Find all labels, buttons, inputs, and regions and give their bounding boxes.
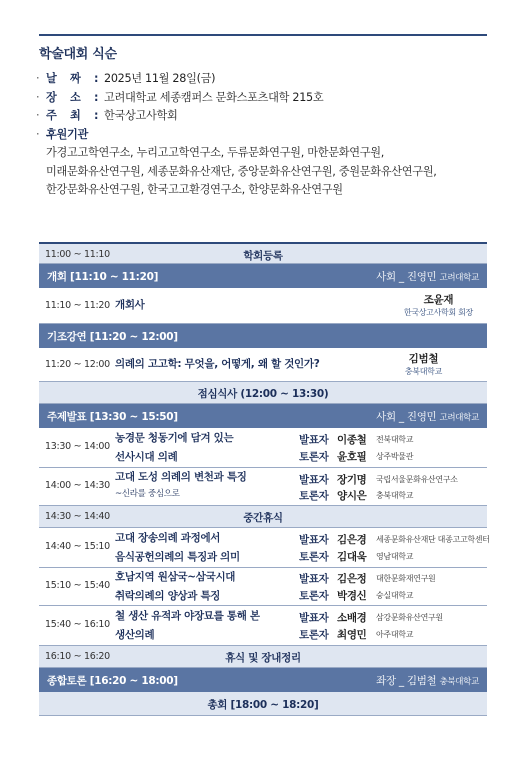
section-opening: 개회 [11:10 ~ 11:20] 사회 _ 진영민 고려대학교	[39, 264, 487, 288]
speaker: 김범철 충북대학교	[404, 353, 442, 376]
sponsor-line: 미래문화유산연구원, 세종문화유산재단, 중앙문화유산연구원, 중원문화유산연구원,	[46, 164, 437, 178]
sponsor-line: 가경고고학연구소, 누리고고학연구소, 두류문화연구원, 마한문화연구원,	[46, 146, 385, 159]
section-discussion: 종합토론 [16:20 ~ 18:00] 좌장 _ 김범철 충북대학교	[39, 668, 487, 692]
row-opening-speech: 11:10 ~ 11:20 개회사 조윤재 한국상고사학회 회장	[39, 288, 487, 324]
row-talk: 14:40 ~ 15:10 고대 장송의례 과정에서 음식공헌의례의 특징과 의미 발표자 김은경 세종문화유산재단 대종고고학센터 토론자 김대욱 영남대학교	[39, 528, 487, 568]
info-date: · 날 짜 : 2025년 11월 28일(금)	[36, 70, 496, 89]
row-break: 14:30 ~ 14:40 중간휴식	[39, 506, 487, 528]
info-host: · 주 최 : 한국상고사학회	[36, 107, 496, 126]
row-break: 16:10 ~ 16:20 휴식 및 장내정리	[39, 646, 487, 668]
row-keynote: 11:20 ~ 12:00 의례의 고고학: 무엇을, 어떻게, 왜 할 것인가? 김범철 충북대학교	[39, 348, 487, 382]
row-talk: 14:00 ~ 14:30 고대 도성 의례의 변천과 특징 ~신라를 중심으로 발표자 장기명 국립서울문화유산연구소 토론자 양시은 충북대학교	[39, 468, 487, 506]
page-title: 학술대회 식순	[39, 47, 117, 62]
row-talk: 13:30 ~ 14:00 농경문 청동기에 담겨 있는 선사시대 의례 발표자 이종철 전북대학교 토론자 윤호필 상주박물관	[39, 428, 487, 468]
host-value: 한국상고사학회	[104, 109, 178, 122]
row-lunch: 점심식사 (12:00 ~ 13:30)	[39, 382, 487, 404]
row-registration: 11:00 ~ 11:10 학회등록	[39, 242, 487, 264]
date-value: 2025년 11월 28일(금)	[104, 72, 216, 85]
event-info	[36, 70, 496, 200]
info-place: · 장 소 : 고려대학교 세종캠퍼스 문화스포츠대학 215호	[36, 89, 496, 108]
section-theme: 주제발표 [13:30 ~ 15:50] 사회 _ 진영민 고려대학교	[39, 404, 487, 428]
row-talk: 15:10 ~ 15:40 호남지역 원삼국~삼국시대 취락의례의 양상과 특징 발표자 김은정 대한문화재연구원 토론자 박경신 숭실대학교	[39, 568, 487, 606]
program-table	[39, 242, 490, 716]
place-value: 고려대학교 세종캠퍼스 문화스포츠대학 215호	[104, 90, 324, 104]
row-closing: 총회 [18:00 ~ 18:20]	[39, 692, 487, 716]
speaker: 조윤재 한국상고사학회 회장	[403, 294, 473, 317]
info-sponsor-label: · 후원기관	[36, 127, 89, 141]
top-rule	[39, 34, 487, 36]
sponsor-line: 한강문화유산연구원, 한국고고환경연구소, 한양문화유산연구원	[46, 183, 343, 196]
section-keynote: 기조강연 [11:20 ~ 12:00]	[39, 324, 487, 348]
row-talk: 15:40 ~ 16:10 철 생산 유적과 야장묘를 통해 본 생산의례 발표자 소배경 삼강문화유산연구원 토론자 최영민 아주대학교	[39, 606, 487, 646]
